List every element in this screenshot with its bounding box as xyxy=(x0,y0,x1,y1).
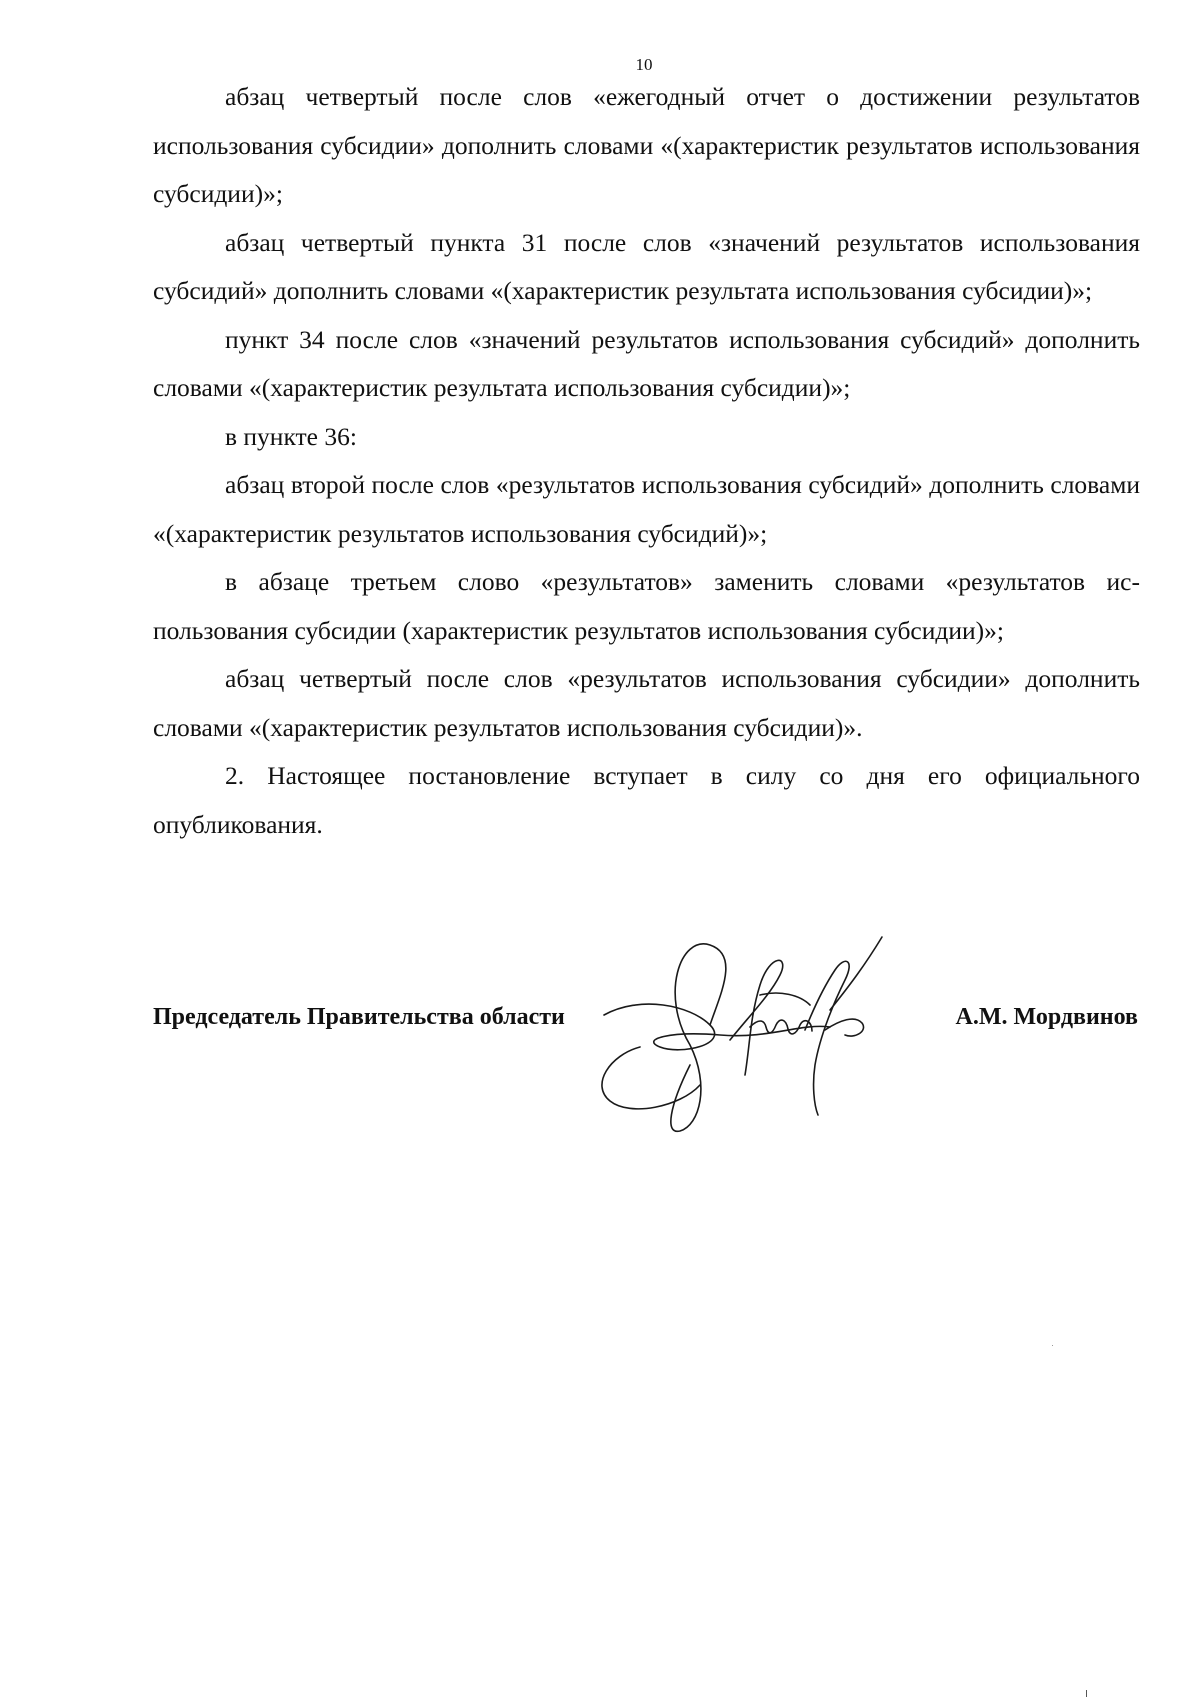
paragraph-7: абзац четвертый после слов «результатов использования субсидии» дополнить словами «(характеристик результатов использования субсидии)». xyxy=(153,664,1140,742)
paragraph-8: 2. Настоящее постановление вступает в силу со дня его официального опубликования. xyxy=(153,761,1140,839)
document-body xyxy=(153,73,1140,849)
handwritten-signature xyxy=(600,935,960,1135)
paragraph-3: пункт 34 после слов «значений результатов использования субсидий» дополнить словами «(характеристик результата использования субсидии)»; xyxy=(153,324,1140,402)
page-number: 10 xyxy=(635,55,653,74)
paragraph-6: в абзаце третьем слово «результатов» заменить словами «результатов использования субсидии (характеристик результатов использования субсидии)»; xyxy=(153,567,1140,645)
paragraph-4: в пункте 36: xyxy=(225,421,357,451)
paragraph-5: абзац второй после слов «результатов использования субсидий» дополнить словами «(характеристик результатов использования субсидий)»; xyxy=(153,470,1140,548)
signatory-position: Председатель Правительства области xyxy=(153,1004,565,1030)
paragraph-2: абзац четвертый пункта 31 после слов «значений результатов использования субсидий» дополнить словами «(характеристик результата использования субсидии)»; xyxy=(153,227,1140,305)
scan-speck xyxy=(1052,1345,1053,1346)
signatory-name: А.М. Мордвинов xyxy=(955,1004,1138,1030)
scan-edge-mark xyxy=(1086,1690,1087,1697)
paragraph-1: абзац четвертый после слов «ежегодный отчет о достижении результатов использования субсидии» дополнить словами «(характеристик результатов использования субсидии)»; xyxy=(153,82,1140,208)
